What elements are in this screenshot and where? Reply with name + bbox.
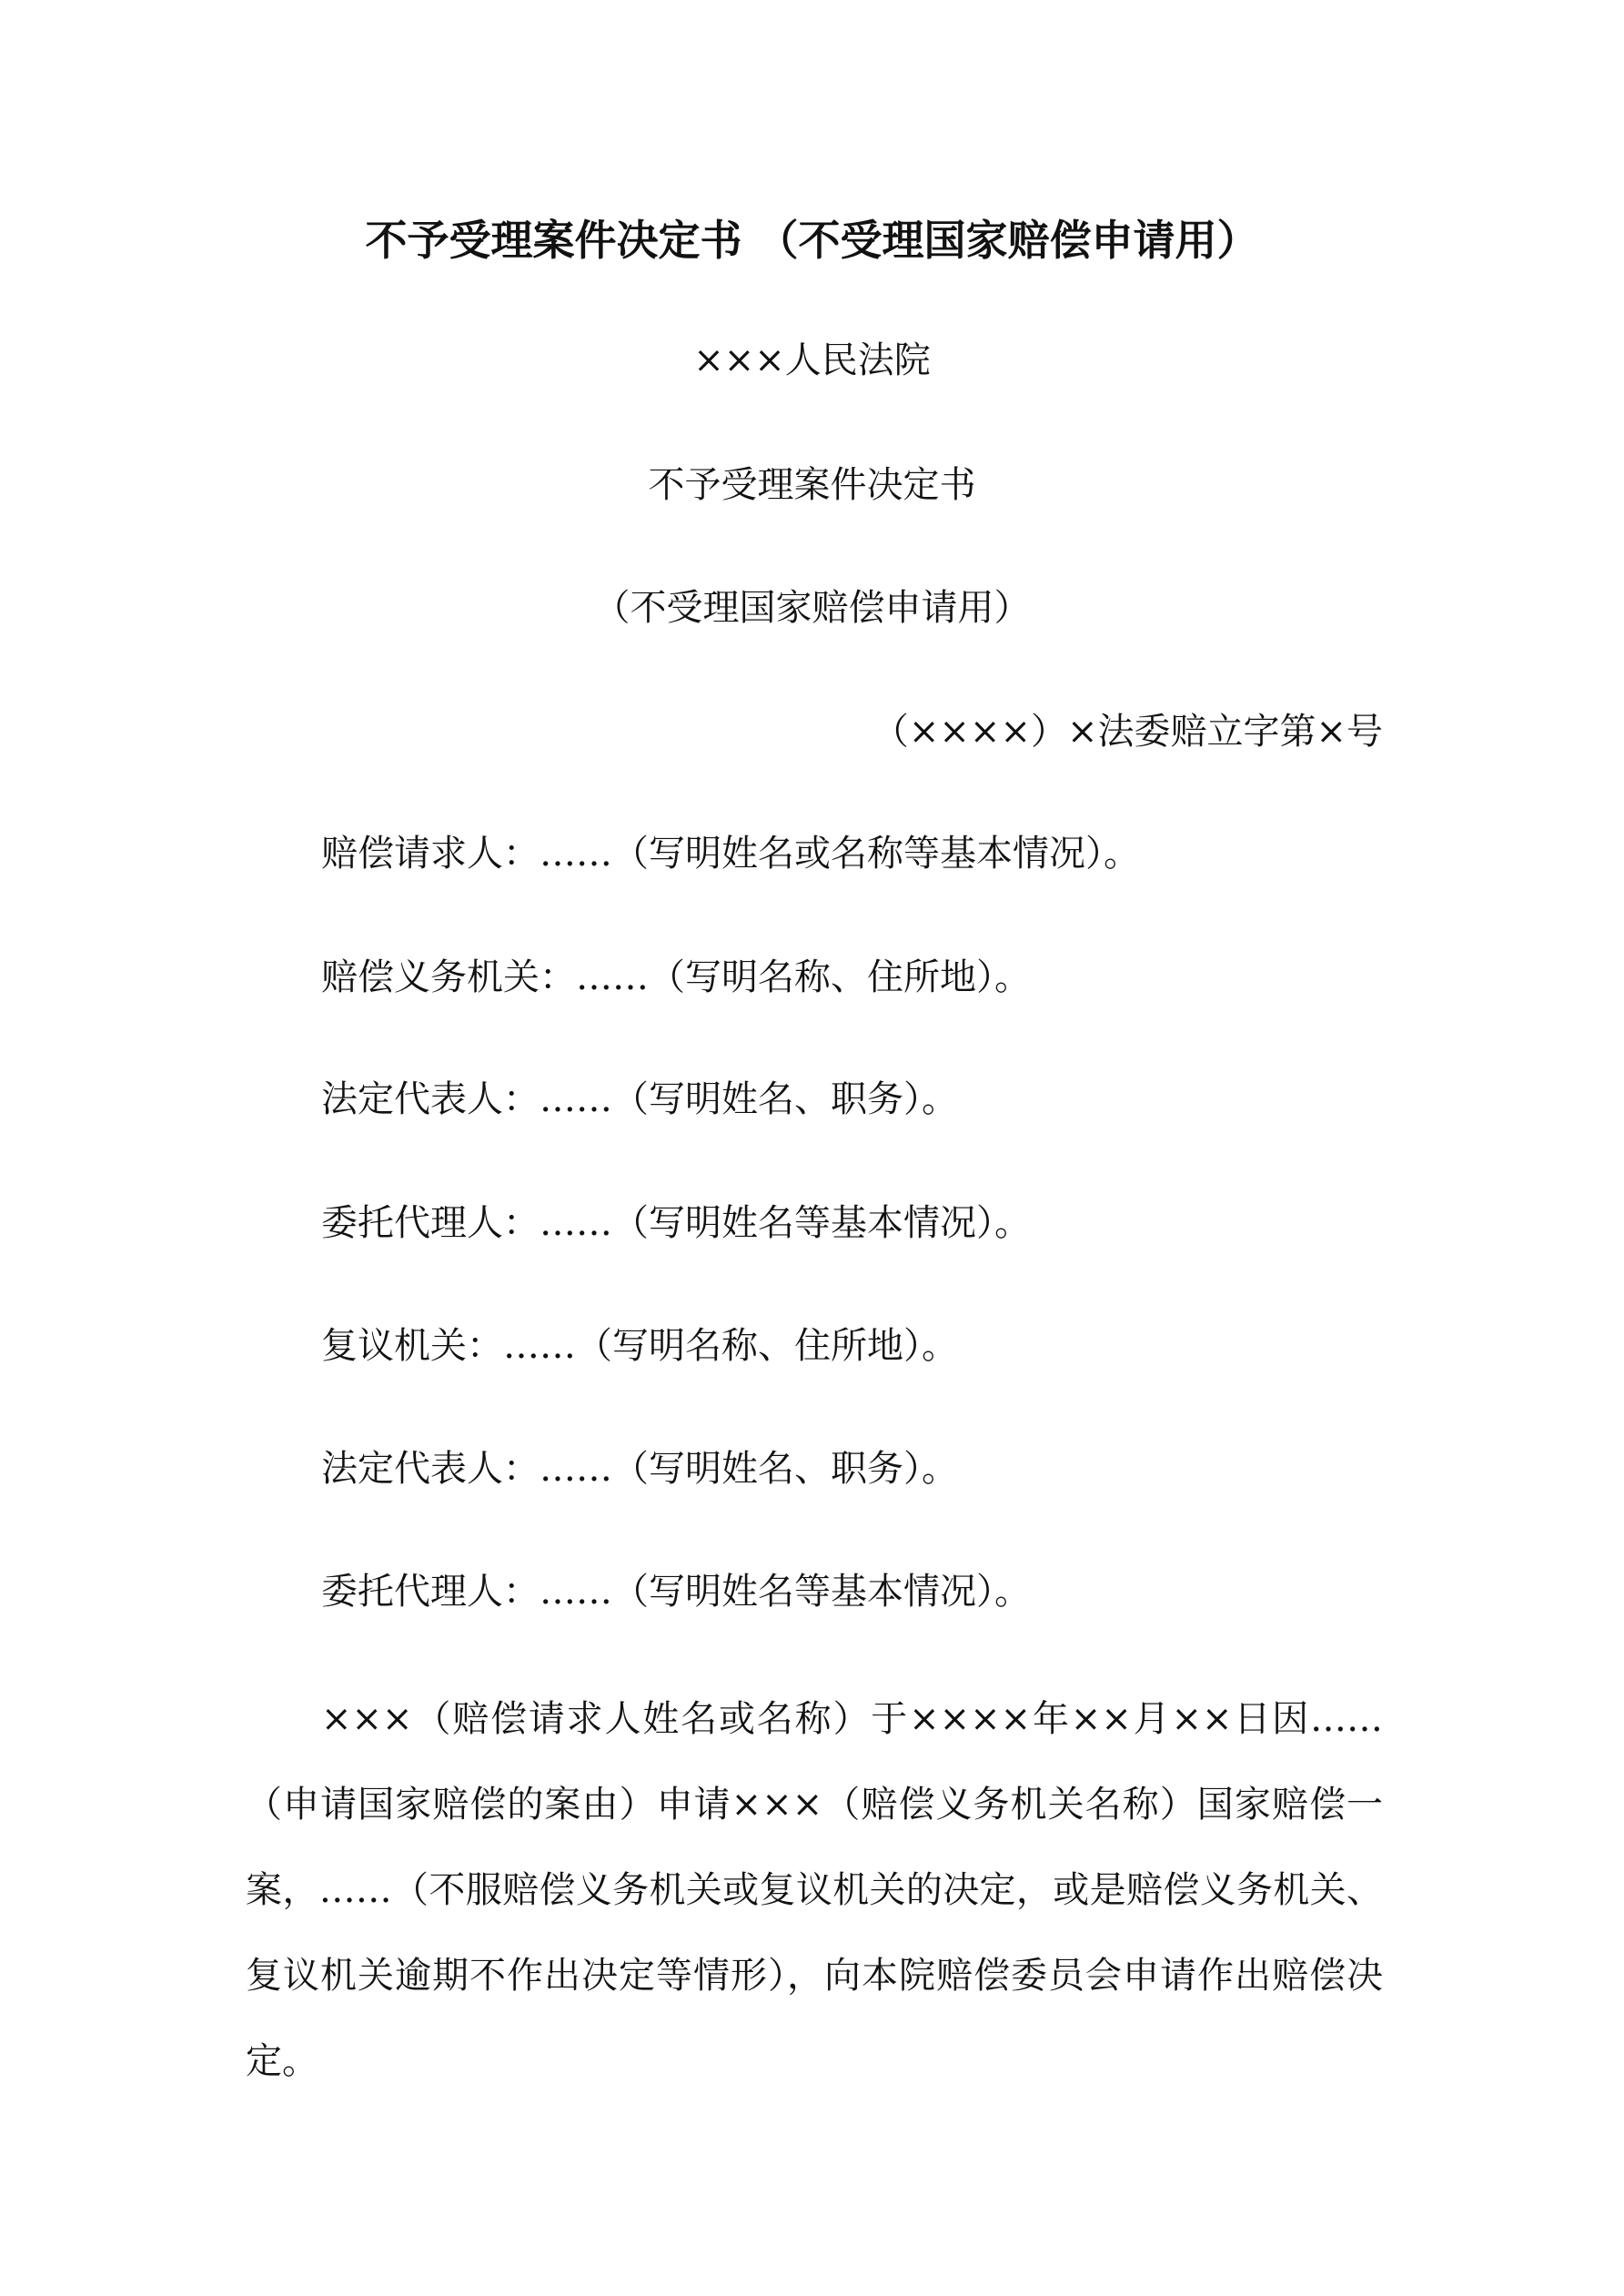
party-claimant: 赔偿请求人：……（写明姓名或名称等基本情况）。 <box>321 833 1140 875</box>
party-obligor-agency: 赔偿义务机关：……（写明名称、住所地）。 <box>321 956 1031 998</box>
party-review-legal-rep: 法定代表人：……（写明姓名、职务）。 <box>321 1448 958 1490</box>
document-subtitle: （不受理国家赔偿申请用） <box>593 587 1031 629</box>
document-name: 不予受理案件决定书 <box>648 464 976 506</box>
party-review-agency: 复议机关：……（写明名称、住所地）。 <box>321 1325 958 1367</box>
case-number: （××××）×法委赔立字第×号 <box>872 711 1383 753</box>
party-obligor-legal-rep: 法定代表人：……（写明姓名、职务）。 <box>321 1078 958 1120</box>
document-title: 不予受理案件决定书 （不受理国家赔偿申请用） <box>365 216 1259 265</box>
party-obligor-agent: 委托代理人：……（写明姓名等基本情况）。 <box>321 1202 1031 1244</box>
party-review-agent: 委托代理人：……（写明姓名等基本情况）。 <box>321 1571 1031 1613</box>
court-name: ×××人民法院 <box>693 339 931 381</box>
body-paragraph: ×××（赔偿请求人姓名或名称）于××××年××月××日因……（申请国家赔偿的案由）申请×××（赔偿义务机关名称）国家赔偿一案，……（不服赔偿义务机关或复议机关的决定，或是赔偿义务机关、复议机关逾期不作出决定等情形），向本院赔偿委员会申请作出赔偿决定。 <box>246 1698 1383 2082</box>
